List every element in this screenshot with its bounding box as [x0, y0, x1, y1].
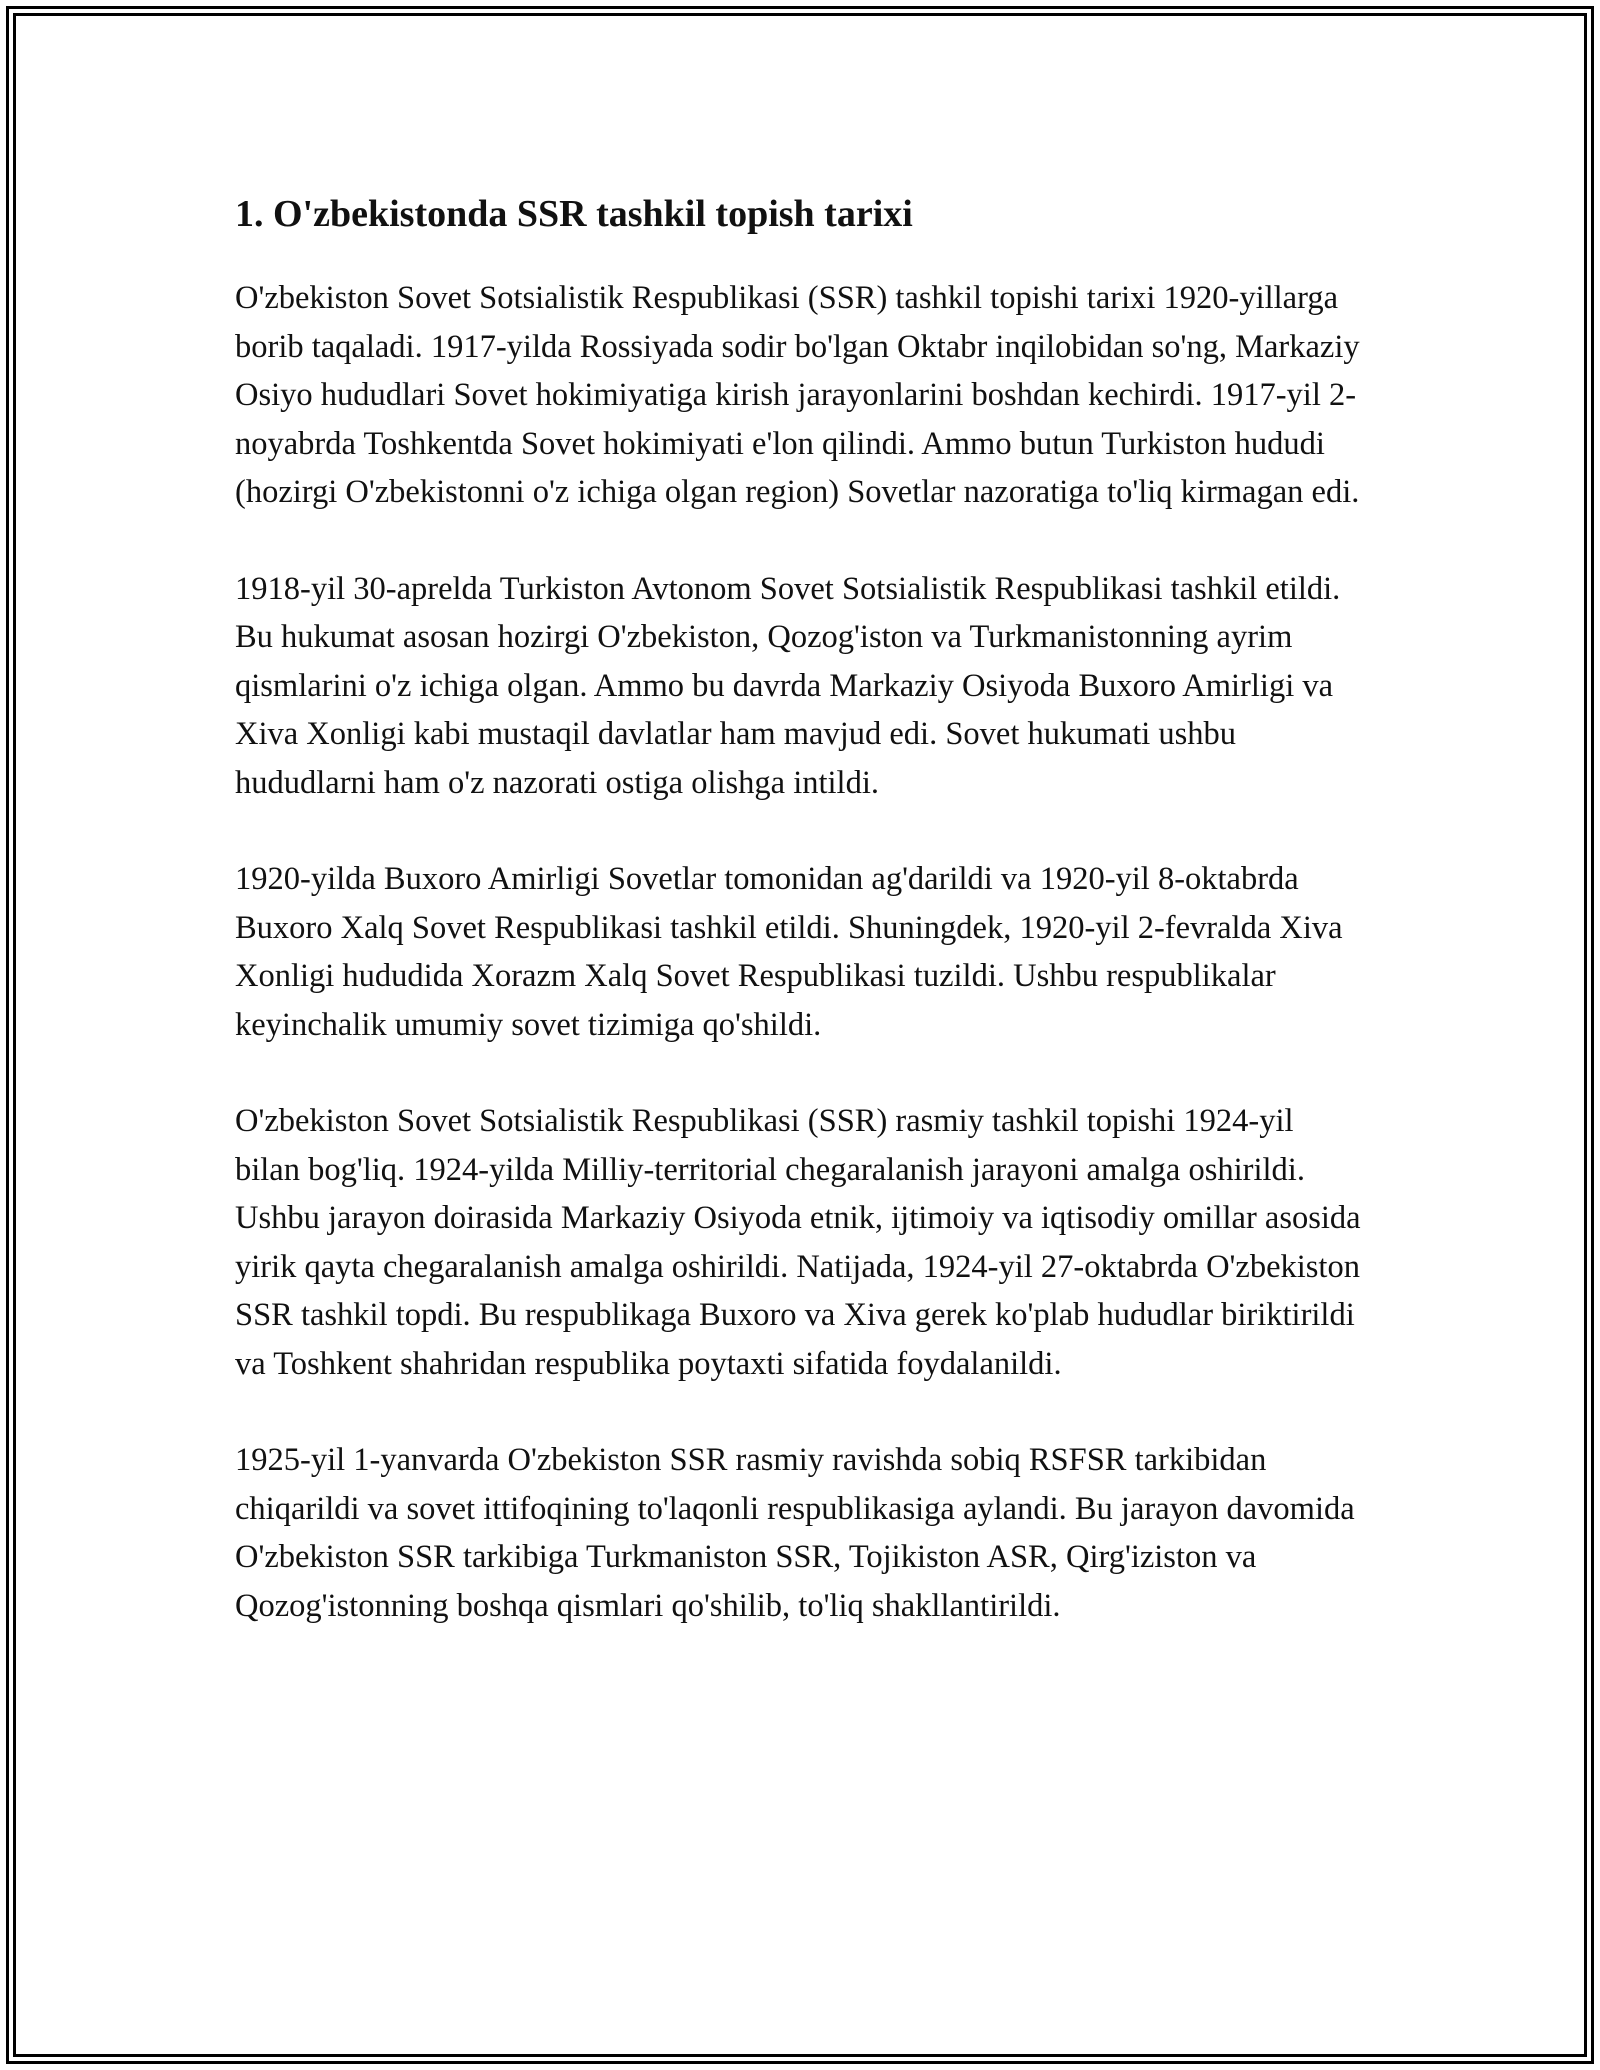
paragraph-2: 1918-yil 30-aprelda Turkiston Avtonom Sovet Sotsialistik Respublikasi tashkil etildi. Bu hukumat asosan hozirgi O'zbekiston, Qozog'iston va Turkmanistonning ayrim qismlarini o'z ichiga olgan. Ammo bu davrda Markaziy Osiyoda Buxoro Amirligi va Xiva Xonligi kabi mustaqil davlatlar ham mavjud edi. Sovet hukumati ushbu hududlarni ham o'z nazorati ostiga olishga intildi.	[235, 570, 1341, 801]
document-title: 1. O'zbekistonda SSR tashkil topish tarixi	[235, 193, 913, 235]
document-body	[235, 186, 1365, 1678]
paragraph-1: O'zbekiston Sovet Sotsialistik Respublikasi (SSR) tashkil topishi tarixi 1920-yillarga borib taqaladi. 1917-yilda Rossiyada sodir bo'lgan Oktabr inqilobidan so'ng, Markaziy Osiyo hududlari Sovet hokimiyatiga kirish jarayonlarini boshdan kechirdi. 1917-yil 2-noyabrda Toshkentda Sovet hokimiyati e'lon qilindi. Ammo butun Turkiston hududi (hozirgi O'zbekistonni o'z ichiga olgan region) Sovetlar nazoratiga to'liq kirmagan edi.	[235, 280, 1360, 510]
paragraph-4: O'zbekiston Sovet Sotsialistik Respublikasi (SSR) rasmiy tashkil topishi 1924-yil bilan bog'liq. 1924-yilda Milliy-territorial chegaralanish jarayoni amalga oshirildi. Ushbu jarayon doirasida Markaziy Osiyoda etnik, ijtimoiy va iqtisodiy omillar asosida yirik qayta chegaralanish amalga oshirildi. Natijada, 1924-yil 27-oktabrda O'zbekiston SSR tashkil topdi. Bu respublikaga Buxoro va Xiva gerek ko'plab hududlar biriktirildi va Toshkent shahridan respublika poytaxti sifatida foydalanildi.	[235, 1103, 1361, 1382]
paragraph-3: 1920-yilda Buxoro Amirligi Sovetlar tomonidan ag'darildi va 1920-yil 8-oktabrda Buxoro Xalq Sovet Respublikasi tashkil etildi. Shuningdek, 1920-yil 2-fevralda Xiva Xonligi hududida Xorazm Xalq Sovet Respublikasi tuzildi. Ushbu respublikalar keyinchalik umumiy sovet tizimiga qo'shildi.	[235, 861, 1343, 1043]
paragraph-5: 1925-yil 1-yanvarda O'zbekiston SSR rasmiy ravishda sobiq RSFSR tarkibidan chiqarildi va sovet ittifoqining to'laqonli respublikasiga aylandi. Bu jarayon davomida O'zbekiston SSR tarkibiga Turkmaniston SSR, Tojikiston ASR, Qirg'iziston va Qozog'istonning boshqa qismlari qo'shilib, to'liq shakllantirildi.	[235, 1442, 1355, 1624]
